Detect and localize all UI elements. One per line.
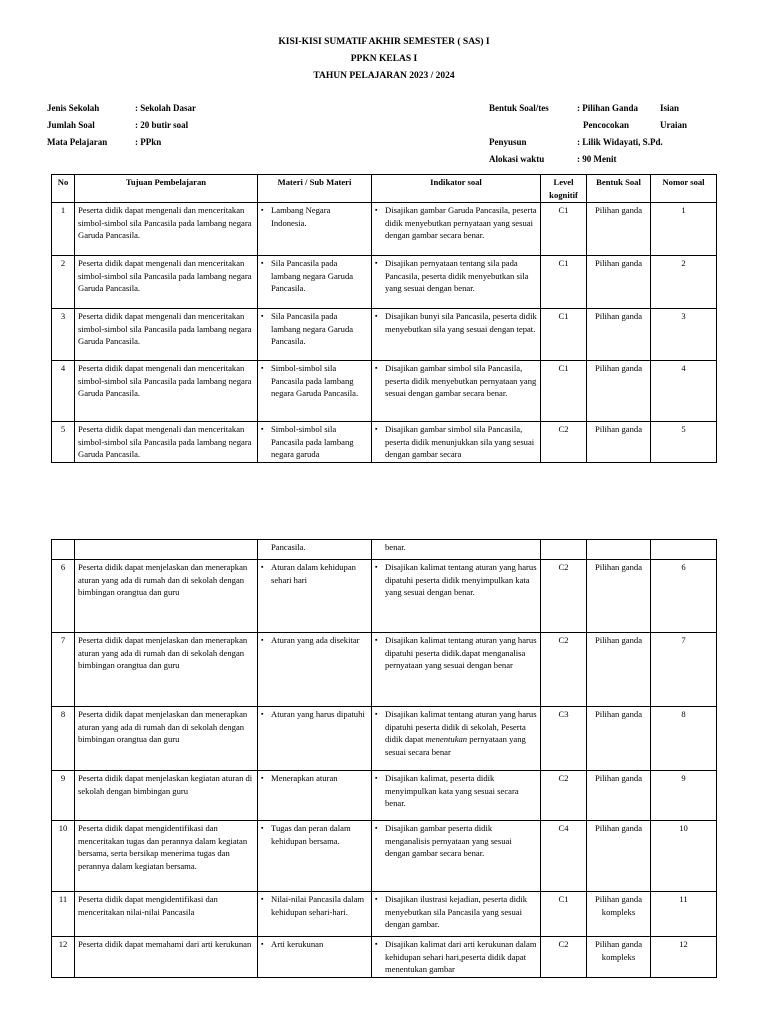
bullet-icon: ▪ (375, 824, 378, 832)
continuation-materi: Pancasila. (258, 540, 372, 560)
header-nomor: Nomor soal (651, 175, 717, 203)
cell-indikator-text: Disajikan kalimat tentang aturan yang harus dipatuhi peserta didik.dapat menganalisa pernyataan yang sesuai dengan benar (385, 635, 537, 670)
cell-indikator-text: Disajikan gambar peserta didik menganalisis pernyataan yang sesuai dengan gambar secara benar. (385, 823, 512, 858)
cell-nomor: 12 (651, 937, 717, 978)
header-level: Level kognitif (541, 175, 587, 203)
table-header-row (52, 175, 717, 203)
cell-materi-bullet-item (261, 822, 368, 847)
cell-indikator (372, 203, 541, 256)
cell-materi-bullet-item (261, 423, 368, 461)
cell-indikator-text: Disajikan gambar simbol sila Pancasila, peserta didik menunjukkan sila yang sesuai dengan gambar secara (385, 424, 535, 459)
cell-indikator-text: Disajikan ilustrasi kejadian, peserta didik menyebutkan sila Pancasila yang sesuai dengan gambar. (385, 894, 527, 929)
cell-materi (258, 707, 372, 771)
info-jenis-sekolah: Jenis Sekolah : Sekolah Dasar (47, 103, 197, 113)
cell-bentuk: Pilihan ganda (587, 203, 651, 256)
cell-no: 8 (52, 707, 75, 771)
cell-bentuk: Pilihan ganda kompleks (587, 937, 651, 978)
cell-tujuan: Peserta didik dapat menjelaskan dan menerapkan aturan yang ada di rumah dan di sekolah dengan bimbingan orangtua dan guru (75, 633, 258, 707)
cell-materi-text: Menerapkan aturan (271, 773, 338, 783)
cell-tujuan: Peserta didik dapat menjelaskan kegiatan aturan di sekolah dengan bimbingan guru (75, 771, 258, 821)
cell-tujuan: Peserta didik dapat mengenali dan menceritakan simbol-simbol sila Pancasila pada lambang negara Garuda Pancasila. (75, 203, 258, 256)
cell-materi-text: Simbol-simbol sila Pancasila pada lambang negara garuda (271, 424, 354, 459)
cell-level: C2 (541, 633, 587, 707)
cell-materi-bullet-item (261, 204, 368, 229)
cell-level: C2 (541, 937, 587, 978)
cell-bentuk: Pilihan ganda kompleks (587, 892, 651, 937)
cell-bentuk: Pilihan ganda (587, 256, 651, 309)
cell-level: C1 (541, 256, 587, 309)
bullet-icon: ▪ (375, 710, 378, 718)
continuation-indikator: benar. (372, 540, 541, 560)
cell-level: C2 (541, 771, 587, 821)
cell-indikator-text: Disajikan kalimat tentang aturan yang harus dipatuhi peserta didik menyimpulkan kata yang sesuai dengan benar. (385, 562, 537, 597)
cell-nomor: 11 (651, 892, 717, 937)
cell-indikator-bullet-item (375, 822, 537, 860)
cell-materi-bullet-item (261, 634, 368, 647)
cell-tujuan: Peserta didik dapat mengidentifikasi dan menceritakan tugas dan perannya dalam kegiatan bersama, serta bersikap menerima tugas dan perannya dalam kegiatan bersama. (75, 821, 258, 892)
table-row (52, 771, 717, 821)
bullet-icon: ▪ (261, 563, 264, 571)
document-title-block (0, 34, 768, 85)
bullet-icon: ▪ (261, 895, 264, 903)
continuation-row (52, 540, 717, 560)
bullet-icon: ▪ (261, 636, 264, 644)
cell-indikator (372, 937, 541, 978)
cell-indikator (372, 892, 541, 937)
cell-indikator (372, 633, 541, 707)
info-mata-pelajaran: Mata Pelajaran : PPkn (47, 137, 162, 147)
cell-indikator (372, 560, 541, 633)
bullet-icon: ▪ (261, 940, 264, 948)
table-row (52, 422, 717, 463)
cell-indikator-bullet-item (375, 772, 537, 810)
header-indikator: Indikator soal (372, 175, 541, 203)
cell-tujuan: Peserta didik dapat mengenali dan menceritakan simbol-simbol sila Pancasila pada lambang negara Garuda Pancasila. (75, 361, 258, 422)
cell-bentuk: Pilihan ganda (587, 560, 651, 633)
cell-materi (258, 256, 372, 309)
bullet-icon: ▪ (261, 259, 264, 267)
kisi-kisi-table-page-2 (51, 539, 717, 978)
table-row (52, 256, 717, 309)
bullet-icon: ▪ (375, 940, 378, 948)
table-row (52, 560, 717, 633)
cell-materi-bullet-item (261, 310, 368, 348)
cell-indikator-text: Disajikan kalimat tentang aturan yang harus dipatuhi peserta didik di sekolah, Peserta didik dapat menentukan pernyataan yang sesuai secara benar (385, 709, 537, 757)
cell-indikator-bullet-item (375, 708, 537, 758)
cell-tujuan: Peserta didik dapat mengenali dan menceritakan simbol-simbol sila Pancasila pada lambang negara Garuda Pancasila. (75, 422, 258, 463)
cell-bentuk: Pilihan ganda (587, 422, 651, 463)
table-row (52, 937, 717, 978)
table-body-page-1 (52, 203, 717, 463)
header-bentuk: Bentuk Soal (587, 175, 651, 203)
cell-nomor: 10 (651, 821, 717, 892)
cell-indikator-bullet-item (375, 893, 537, 931)
bullet-icon: ▪ (375, 425, 378, 433)
cell-nomor: 6 (651, 560, 717, 633)
cell-indikator-bullet-item (375, 310, 537, 335)
cell-materi-bullet-item (261, 561, 368, 586)
table-row (52, 361, 717, 422)
cell-indikator (372, 309, 541, 361)
document-page-2 (0, 500, 768, 1024)
cell-materi-text: Tugas dan peran dalam kehidupan bersama. (271, 823, 351, 846)
cell-materi-bullet-item (261, 938, 368, 951)
title-line-2: PPKN KELAS I (350, 54, 418, 64)
cell-materi-bullet-item (261, 893, 368, 918)
cell-materi-text: Aturan yang harus dipatuhi (271, 709, 365, 719)
bullet-icon: ▪ (261, 364, 264, 372)
title-line-1: KISI-KISI SUMATIF AKHIR SEMESTER ( SAS) I (278, 37, 490, 47)
bullet-icon: ▪ (375, 206, 378, 214)
bullet-icon: ▪ (261, 824, 264, 832)
cell-indikator-bullet-item (375, 362, 537, 400)
kisi-kisi-table-page-1 (51, 174, 717, 463)
cell-indikator-bullet-item (375, 423, 537, 461)
cell-materi (258, 892, 372, 937)
cell-indikator-bullet-item (375, 938, 537, 976)
header-tujuan: Tujuan Pembelajaran (75, 175, 258, 203)
cell-materi-text: Aturan dalam kehidupan sehari hari (271, 562, 356, 585)
cell-bentuk: Pilihan ganda (587, 633, 651, 707)
cell-materi-bullet-item (261, 257, 368, 295)
cell-materi (258, 821, 372, 892)
cell-materi (258, 633, 372, 707)
cell-materi-bullet-item (261, 362, 368, 400)
table-row (52, 892, 717, 937)
cell-indikator-bullet-item (375, 257, 537, 295)
cell-nomor: 9 (651, 771, 717, 821)
table-row (52, 309, 717, 361)
info-penyusun: Penyusun : Lilik Widayati, S.Pd. (489, 137, 663, 147)
cell-tujuan: Peserta didik dapat mengenali dan menceritakan simbol-simbol sila Pancasila pada lambang negara Garuda Pancasila. (75, 309, 258, 361)
cell-level: C1 (541, 892, 587, 937)
cell-materi (258, 309, 372, 361)
cell-tujuan: Peserta didik dapat memahami dari arti kerukunan (75, 937, 258, 978)
bullet-icon: ▪ (375, 312, 378, 320)
cell-no: 12 (52, 937, 75, 978)
cell-nomor: 7 (651, 633, 717, 707)
cell-materi-text: Aturan yang ada disekitar (271, 635, 360, 645)
cell-materi-text: Arti kerukunan (271, 939, 324, 949)
cell-indikator-text: Disajikan gambar Garuda Pancasila, peserta didik menyebutkan pernyataan yang sesuai dengan gambar secara benar. (385, 205, 537, 240)
cell-tujuan: Peserta didik dapat menjelaskan dan menerapkan aturan yang ada di rumah dan di sekolah dengan bimbingan orangtua dan guru (75, 707, 258, 771)
cell-materi (258, 361, 372, 422)
cell-indikator-text: Disajikan bunyi sila Pancasila, peserta didik menyebutkan sila yang sesuai dengan tepat. (385, 311, 537, 334)
cell-indikator-text: Disajikan kalimat, peserta didik menyimpulkan kata yang sesuai secara benar. (385, 773, 519, 808)
cell-level: C2 (541, 560, 587, 633)
cell-level: C1 (541, 203, 587, 256)
cell-level: C4 (541, 821, 587, 892)
cell-indikator-bullet-item (375, 204, 537, 242)
cell-bentuk: Pilihan ganda (587, 771, 651, 821)
cell-materi (258, 560, 372, 633)
cell-indikator (372, 256, 541, 309)
cell-indikator-text: Disajikan kalimat dari arti kerukunan dalam kehidupan sehari hari,peserta didik dapat menentukan gambar (385, 939, 537, 974)
cell-indikator (372, 361, 541, 422)
info-right (489, 100, 687, 168)
cell-indikator-bullet-item (375, 634, 537, 672)
cell-nomor: 4 (651, 361, 717, 422)
cell-materi (258, 771, 372, 821)
document-page-1 (0, 0, 768, 500)
bullet-icon: ▪ (375, 563, 378, 571)
cell-indikator-text: Disajikan gambar simbol sila Pancasila, peserta didik menyebutkan pernyataan yang sesuai dengan gambar secara benar. (385, 363, 537, 398)
bullet-icon: ▪ (375, 895, 378, 903)
cell-no: 10 (52, 821, 75, 892)
info-alokasi-waktu: Alokasi waktu : 90 Menit (489, 154, 617, 164)
cell-materi-text: Sila Pancasila pada lambang negara Garuda Pancasila. (271, 311, 354, 346)
cell-nomor: 1 (651, 203, 717, 256)
cell-bentuk: Pilihan ganda (587, 707, 651, 771)
cell-no: 9 (52, 771, 75, 821)
bullet-icon: ▪ (375, 259, 378, 267)
cell-no: 11 (52, 892, 75, 937)
cell-nomor: 8 (651, 707, 717, 771)
bullet-icon: ▪ (261, 425, 264, 433)
cell-level: C1 (541, 361, 587, 422)
cell-materi-text: Nilai-nilai Pancasila dalam kehidupan sehari-hari. (271, 894, 365, 917)
cell-nomor: 3 (651, 309, 717, 361)
cell-indikator (372, 707, 541, 771)
cell-materi (258, 203, 372, 256)
cell-materi (258, 422, 372, 463)
cell-no: 7 (52, 633, 75, 707)
bullet-icon: ▪ (375, 364, 378, 372)
cell-indikator (372, 821, 541, 892)
bullet-icon: ▪ (261, 710, 264, 718)
cell-no: 4 (52, 361, 75, 422)
cell-no: 6 (52, 560, 75, 633)
cell-no: 3 (52, 309, 75, 361)
cell-tujuan: Peserta didik dapat mengenali dan menceritakan simbol-simbol sila Pancasila pada lambang negara Garuda Pancasila. (75, 256, 258, 309)
cell-indikator (372, 771, 541, 821)
header-no: No (52, 175, 75, 203)
cell-nomor: 5 (651, 422, 717, 463)
cell-level: C1 (541, 309, 587, 361)
table-row (52, 821, 717, 892)
cell-nomor: 2 (651, 256, 717, 309)
cell-indikator (372, 422, 541, 463)
emphasis-text: menentukan (425, 734, 468, 744)
bullet-icon: ▪ (261, 774, 264, 782)
cell-materi-text: Lambang Negara Indonesia. (271, 205, 331, 228)
info-jumlah-soal: Jumlah Soal : 20 butir soal (47, 120, 189, 130)
table-row (52, 633, 717, 707)
cell-indikator-bullet-item (375, 561, 537, 599)
cell-bentuk: Pilihan ganda (587, 821, 651, 892)
cell-no: 1 (52, 203, 75, 256)
cell-bentuk: Pilihan ganda (587, 309, 651, 361)
cell-indikator-text: Disajikan pernyataan tentang sila pada Pancasila, peserta didik menyebutkan sila yang sesuai dengan benar. (385, 258, 529, 293)
cell-no: 2 (52, 256, 75, 309)
bullet-icon: ▪ (375, 636, 378, 644)
cell-no: 5 (52, 422, 75, 463)
cell-materi-text: Simbol-simbol sila Pancasila pada lambang negara Garuda Pancasila. (271, 363, 359, 398)
cell-materi-bullet-item (261, 772, 368, 785)
bullet-icon: ▪ (261, 206, 264, 214)
title-line-3: TAHUN PELAJARAN 2023 / 2024 (313, 71, 455, 81)
cell-materi-text: Sila Pancasila pada lambang negara Garuda Pancasila. (271, 258, 354, 293)
cell-level: C3 (541, 707, 587, 771)
info-bentuk-soal-2: Pencocokan Uraian (583, 120, 687, 130)
cell-level: C2 (541, 422, 587, 463)
cell-materi (258, 937, 372, 978)
header-materi: Materi / Sub Materi (258, 175, 372, 203)
table-body-page-2 (52, 540, 717, 978)
info-left (47, 100, 196, 151)
cell-tujuan: Peserta didik dapat mengidentifikasi dan menceritakan nilai-nilai Pancasila (75, 892, 258, 937)
table-row (52, 707, 717, 771)
bullet-icon: ▪ (261, 312, 264, 320)
table-row (52, 203, 717, 256)
cell-materi-bullet-item (261, 708, 368, 721)
cell-tujuan: Peserta didik dapat menjelaskan dan menerapkan aturan yang ada di rumah dan di sekolah dengan bimbingan orangtua dan guru (75, 560, 258, 633)
info-bentuk-soal: Bentuk Soal/tes : Pilihan Ganda Isian (489, 103, 680, 113)
cell-bentuk: Pilihan ganda (587, 361, 651, 422)
bullet-icon: ▪ (375, 774, 378, 782)
